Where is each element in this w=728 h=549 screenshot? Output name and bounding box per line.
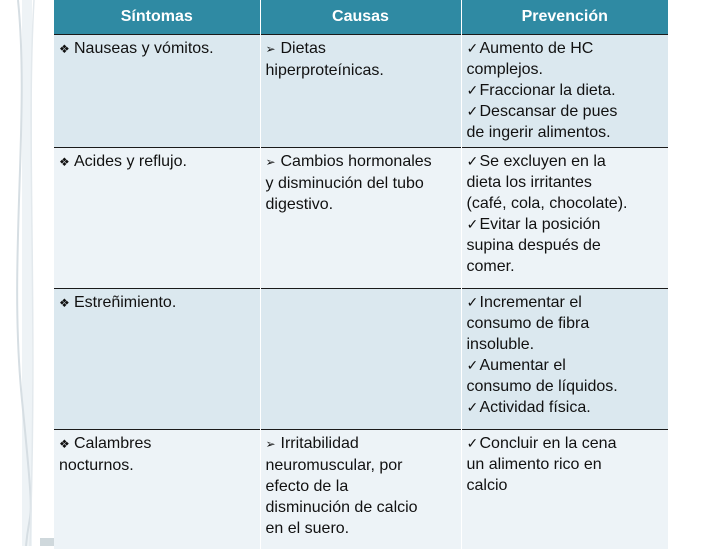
cell-text: Calambres — [74, 435, 152, 452]
cell-text: complejos. — [466, 61, 543, 78]
table-row — [54, 289, 668, 430]
cell-line — [59, 38, 256, 60]
cell-line — [266, 38, 457, 60]
cause-cell — [260, 148, 461, 289]
cell-line — [266, 455, 457, 476]
cell-text: consumo de líquidos. — [466, 378, 618, 395]
diamond-bullet-icon: ❖ — [59, 42, 70, 56]
cause-cell — [260, 35, 461, 148]
cell-line — [467, 38, 665, 59]
cell-line — [467, 292, 665, 313]
cell-line — [467, 235, 665, 256]
cell-line — [467, 101, 665, 122]
cell-line — [59, 151, 256, 173]
cell-line — [59, 455, 256, 476]
symptom-cell — [54, 430, 260, 549]
cell-text: efecto de la — [265, 478, 349, 495]
cell-text: Se excluyen en la — [479, 153, 606, 170]
cell-text: Aumentar el — [479, 357, 566, 374]
check-icon: ✓ — [466, 82, 479, 98]
cell-text: insoluble. — [466, 336, 535, 353]
symptom-cell — [54, 148, 260, 289]
cell-text: Incrementar el — [479, 294, 582, 311]
cell-text: (café, cola, chocolate). — [466, 195, 628, 212]
check-icon: ✓ — [466, 103, 479, 119]
table-row — [54, 430, 668, 549]
cell-text: Dietas — [280, 40, 326, 57]
cell-text: dieta los irritantes — [466, 174, 592, 191]
check-icon: ✓ — [466, 399, 479, 415]
check-icon: ✓ — [466, 40, 479, 56]
cell-text: Descansar de pues — [479, 103, 618, 120]
cell-line — [266, 476, 457, 497]
cell-line — [266, 433, 457, 455]
symptom-cell — [54, 35, 260, 148]
cell-line — [467, 151, 665, 172]
cell-text: en el suero. — [265, 520, 350, 537]
header-row — [54, 0, 668, 35]
cell-text: y disminución del tubo — [265, 175, 424, 192]
check-icon: ✓ — [466, 294, 479, 310]
cell-text: Cambios hormonales — [280, 153, 432, 170]
cell-line — [266, 194, 457, 215]
cell-text: disminución de calcio — [265, 499, 418, 516]
cell-text: Nauseas y vómitos. — [74, 40, 214, 57]
cell-line — [59, 433, 256, 455]
cell-line — [266, 518, 457, 539]
check-icon: ✓ — [466, 153, 479, 169]
cell-text: hiperproteínicas. — [265, 62, 384, 79]
prevention-cell — [461, 430, 668, 549]
symptoms-table — [54, 0, 668, 549]
cell-text: consumo de fibra — [466, 315, 590, 332]
header-causas: Causas — [260, 0, 461, 35]
cell-line — [467, 334, 665, 355]
table-row — [54, 35, 668, 148]
cell-line — [266, 173, 457, 194]
cell-text: Irritabilidad — [280, 435, 359, 452]
cell-text: de ingerir alimentos. — [466, 124, 611, 141]
cause-cell — [260, 430, 461, 549]
cell-text: Aumento de HC — [479, 40, 594, 57]
cell-line — [467, 475, 665, 496]
cell-line — [467, 376, 665, 397]
cell-line — [467, 59, 665, 80]
cell-text: comer. — [466, 258, 515, 275]
cell-text: Fraccionar la dieta. — [479, 82, 616, 99]
cell-text: Actividad física. — [479, 399, 591, 416]
header-sintomas: Síntomas — [54, 0, 260, 35]
cell-text: digestivo. — [265, 196, 334, 213]
prevention-cell — [461, 148, 668, 289]
cell-text: neuromuscular, por — [265, 457, 403, 474]
symptom-cell — [54, 289, 260, 430]
cell-text: calcio — [466, 477, 508, 494]
cell-text: Evitar la posición — [479, 216, 601, 233]
cell-line — [266, 151, 457, 173]
cell-line — [266, 497, 457, 518]
prevention-cell — [461, 35, 668, 148]
cell-line — [467, 355, 665, 376]
cell-text: supina después de — [466, 237, 601, 254]
check-icon: ✓ — [466, 357, 479, 373]
cell-text: Estreñimiento. — [74, 294, 177, 311]
header-prevencion: Prevención — [461, 0, 668, 35]
cell-line — [59, 292, 256, 314]
cell-line — [467, 433, 665, 454]
cell-line — [467, 454, 665, 475]
check-icon: ✓ — [466, 435, 479, 451]
arrow-bullet-icon: ➢ — [265, 437, 276, 451]
diamond-bullet-icon: ❖ — [59, 296, 70, 310]
check-icon: ✓ — [466, 216, 479, 232]
cell-line — [467, 313, 665, 334]
cell-text: nocturnos. — [59, 457, 134, 474]
prevention-cell — [461, 289, 668, 430]
cell-line — [467, 214, 665, 235]
table-row — [54, 148, 668, 289]
cell-line — [467, 172, 665, 193]
cell-line — [467, 80, 665, 101]
cell-line — [266, 60, 457, 81]
cell-line — [467, 256, 665, 277]
cell-text: Acides y reflujo. — [74, 153, 187, 170]
cell-line — [467, 397, 665, 418]
cause-cell — [260, 289, 461, 430]
diamond-bullet-icon: ❖ — [59, 437, 70, 451]
diamond-bullet-icon: ❖ — [59, 155, 70, 169]
arrow-bullet-icon: ➢ — [265, 155, 276, 169]
cell-line — [467, 122, 665, 143]
decorative-border — [0, 0, 40, 546]
arrow-bullet-icon: ➢ — [265, 42, 276, 56]
cell-text: un alimento rico en — [466, 456, 602, 473]
cell-line — [467, 193, 665, 214]
cell-text: Concluir en la cena — [479, 435, 617, 452]
